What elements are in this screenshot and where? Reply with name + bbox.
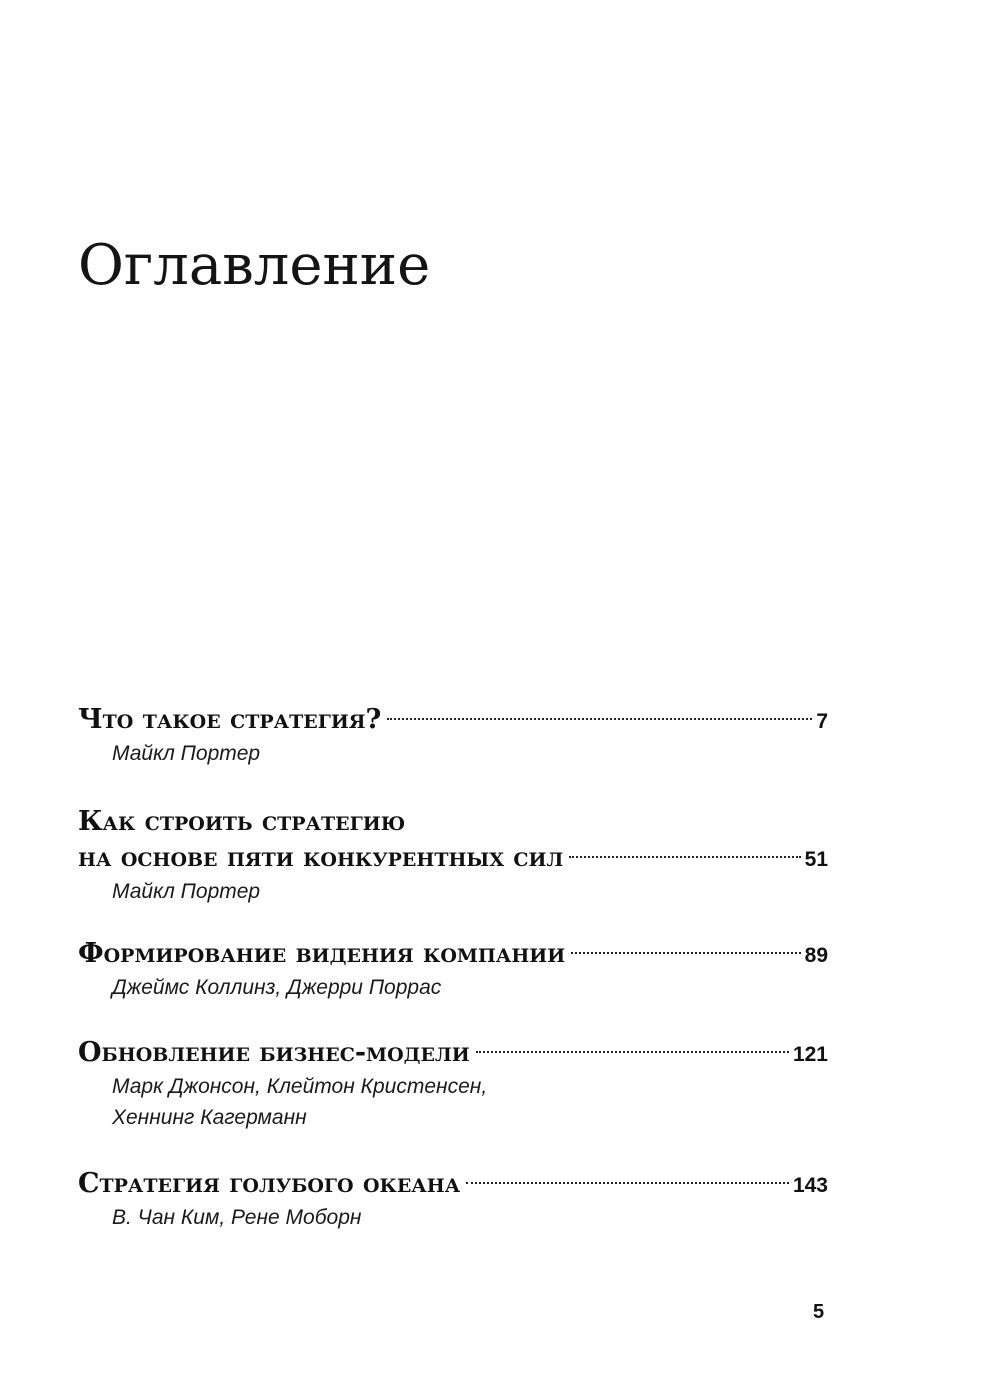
toc-entry-authors: В. Чан Ким, Рене Моборн	[112, 1206, 362, 1229]
toc-entry-authors: Майкл Портер	[112, 880, 261, 903]
page-number-footer: 5	[813, 1301, 825, 1323]
toc-entry[interactable]	[78, 804, 828, 907]
toc-title-line	[78, 702, 828, 738]
toc-title-line	[78, 1035, 828, 1071]
toc-page-number: 51	[804, 848, 828, 871]
page-title: Оглавление	[78, 233, 431, 298]
toc-entry-title: Стратегия голубого океана	[78, 1168, 461, 1199]
toc-title-line	[78, 804, 828, 840]
toc-page-number: 143	[792, 1174, 828, 1197]
toc-page-number: 89	[804, 944, 828, 967]
toc-entry[interactable]	[78, 1166, 828, 1233]
toc-page-number: 121	[792, 1043, 828, 1066]
toc-title-line	[78, 1166, 828, 1202]
toc-entry[interactable]	[78, 936, 828, 1003]
toc-entry-authors: Джеймс Коллинз, Джерри Поррас	[112, 976, 442, 999]
toc-entry-title-continued: на основе пяти конкурентных сил	[78, 842, 564, 873]
toc-entry-authors: Марк Джонсон, Клейтон Кристенсен,	[112, 1075, 488, 1098]
toc-entry-authors: Майкл Портер	[112, 742, 261, 765]
dot-leader	[476, 1051, 789, 1053]
toc-entry-title: Как строить стратегию	[78, 806, 406, 837]
toc-entry[interactable]	[78, 1035, 828, 1133]
toc-entry-title: Что такое стратегия?	[78, 704, 382, 735]
dot-leader	[466, 1182, 789, 1184]
dot-leader	[569, 856, 800, 858]
toc-title-line	[78, 840, 828, 876]
toc-entry-title: Формирование видения компании	[78, 938, 566, 969]
toc-entry[interactable]	[78, 702, 828, 769]
toc-entry-authors: Хеннинг Кагерманн	[112, 1106, 307, 1129]
toc-title-line	[78, 936, 828, 972]
toc-page-number: 7	[816, 710, 828, 733]
toc-entry-title: Обновление бизнес-модели	[78, 1037, 470, 1068]
dot-leader	[387, 718, 812, 720]
dot-leader	[571, 952, 800, 954]
